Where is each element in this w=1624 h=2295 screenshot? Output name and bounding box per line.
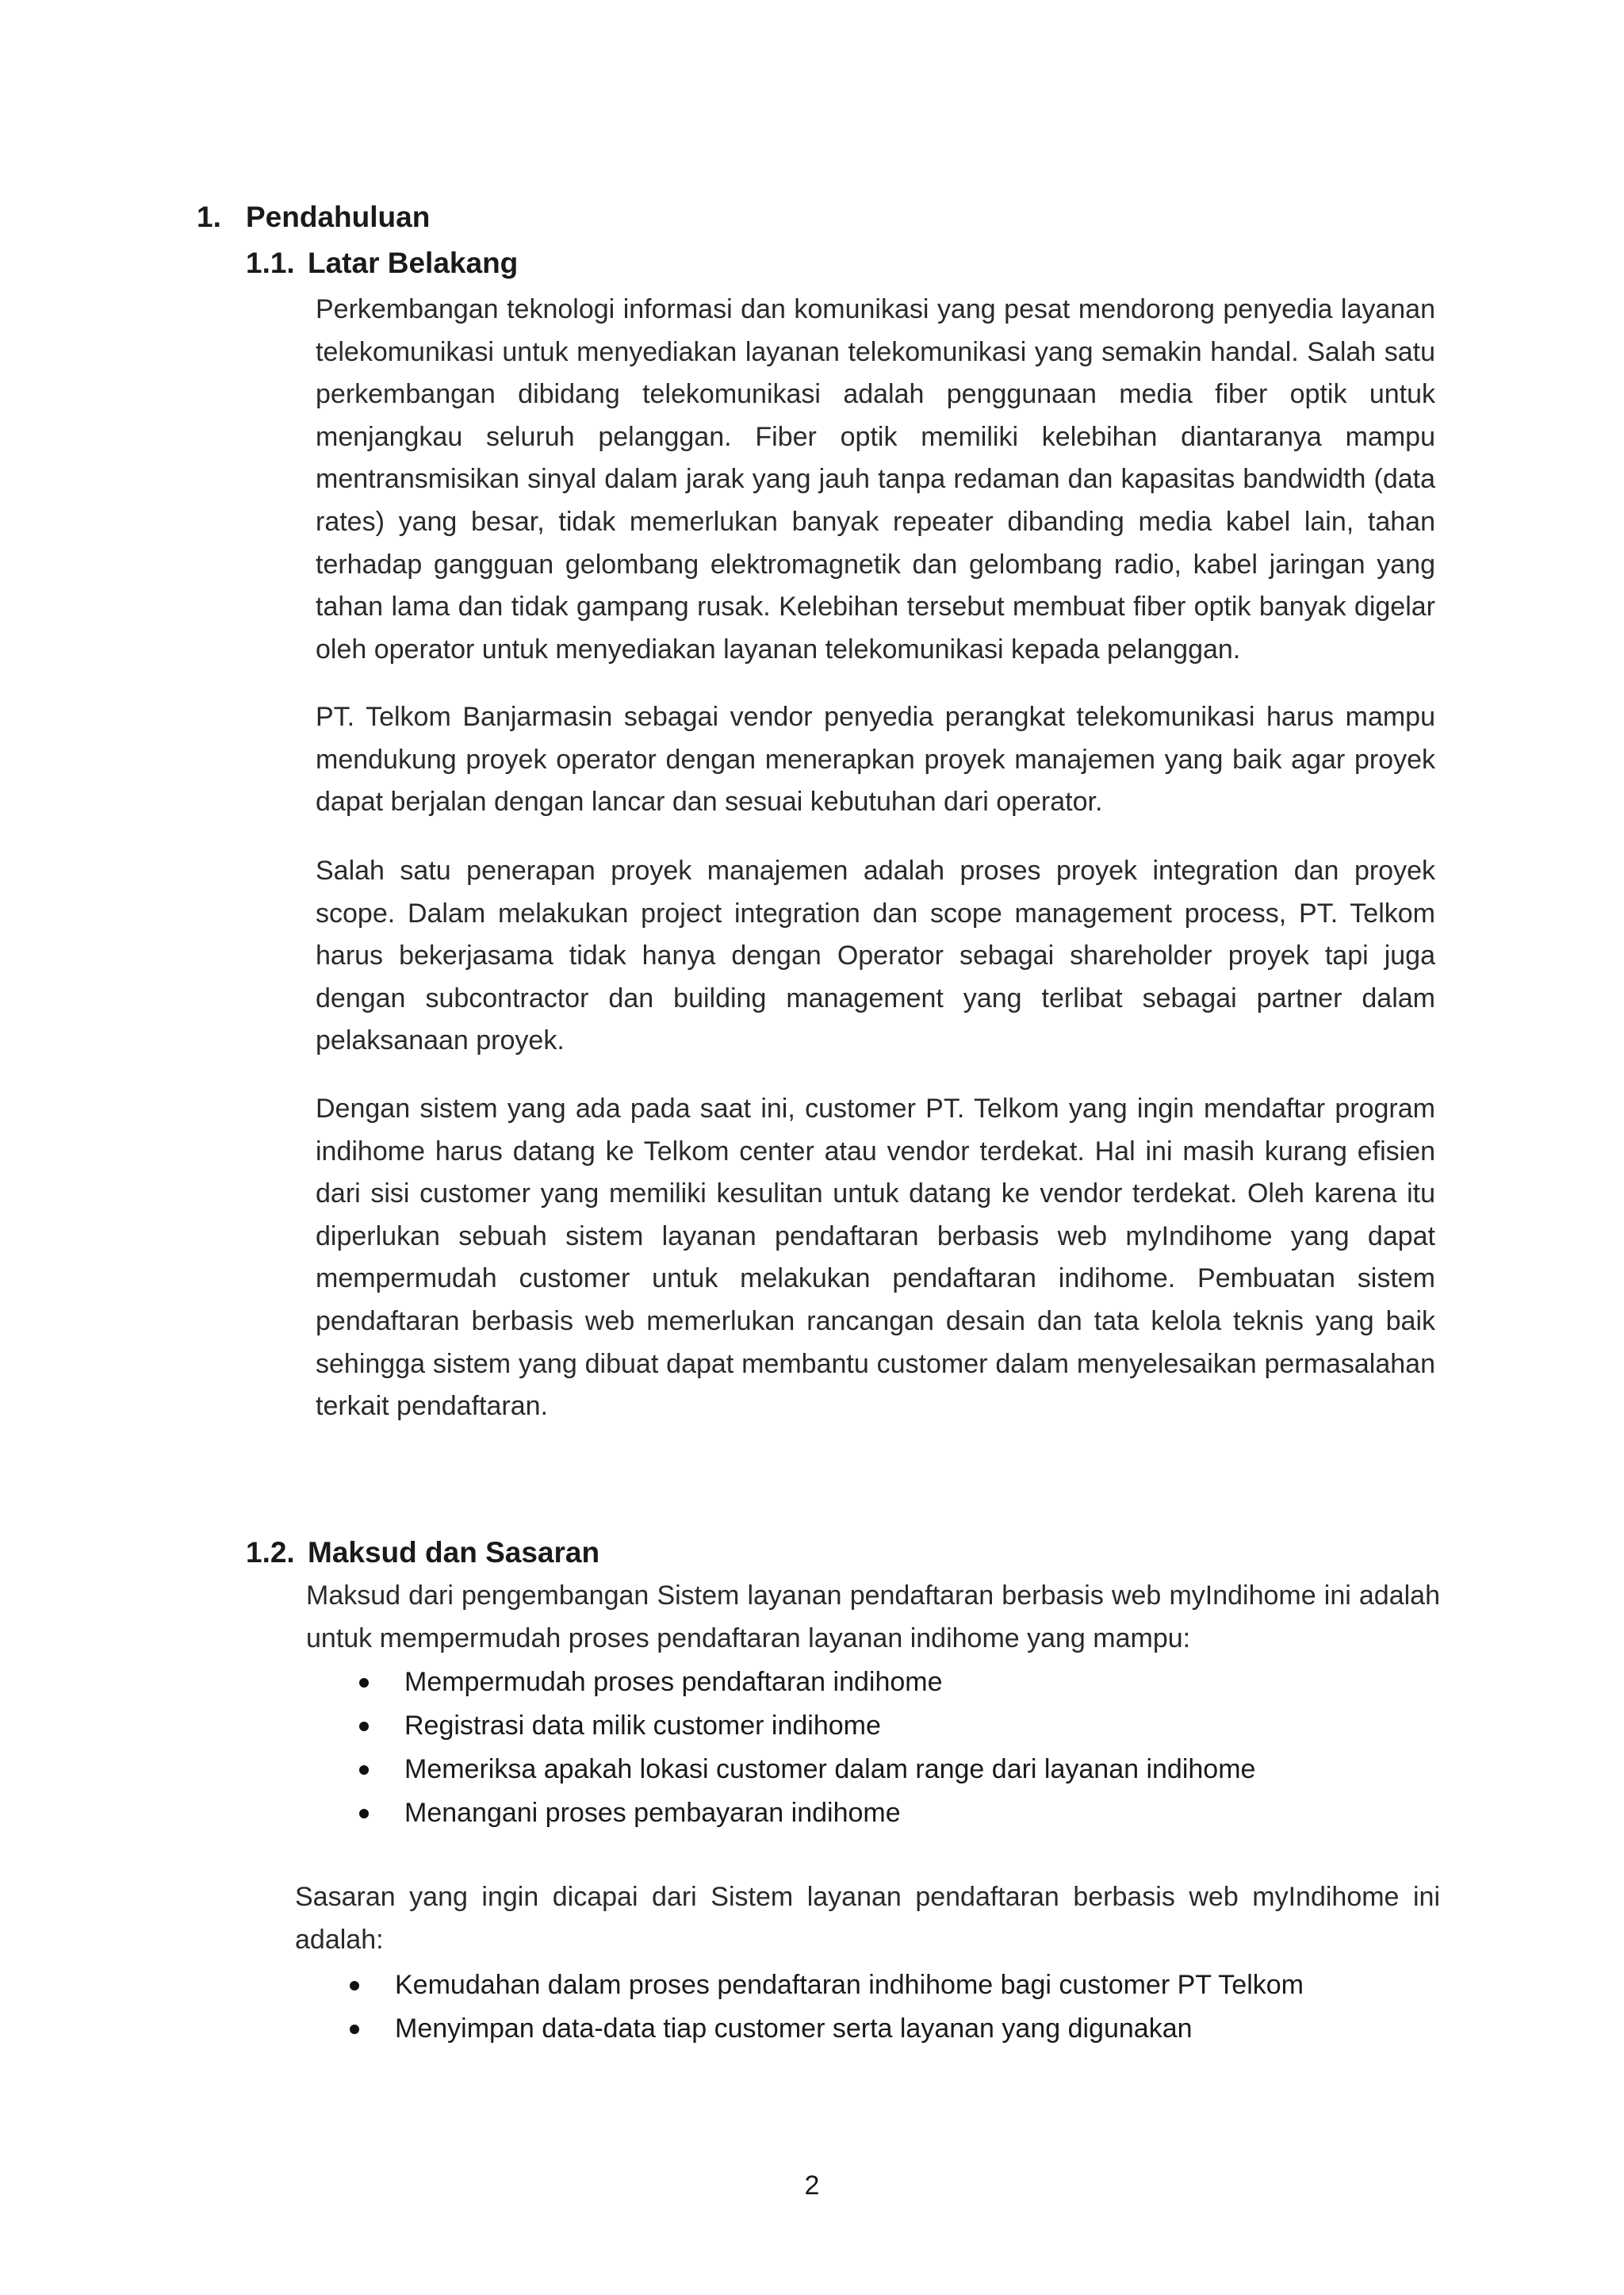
heading-pendahuluan (197, 197, 430, 238)
paragraph-latar-4: Dengan sistem yang ada pada saat ini, customer PT. Telkom yang ingin mendaftar program indihome harus datang ke Telkom center atau vendor terdekat. Hal ini masih kurang efisien dari sisi customer yang memiliki kesulitan untuk datang ke vendor terdekat. Oleh karena itu diperlukan sebuah sistem layanan pendaftaran berbasis web myIndihome yang dapat mempermudah customer untuk melakukan pendaftaran indihome. Pembuatan sistem pendaftaran berbasis web memerlukan rancangan desain dan tata kelola teknis yang baik sehingga sistem yang dibuat dapat membantu customer dalam menyelesaikan permasalahan terkait pendaftaran. (316, 1094, 1435, 1422)
list-item (404, 1748, 1435, 1791)
bullet-icon (359, 1722, 369, 1731)
bullet-icon (359, 1809, 369, 1818)
bullet-icon (350, 2025, 359, 2034)
list-item-text: Memeriksa apakah lokasi customer dalam range dari layanan indihome (404, 1754, 1256, 1784)
bullet-icon (350, 1981, 359, 1990)
section-title: Maksud dan Sasaran (308, 1536, 600, 1569)
paragraph-latar-1: Perkembangan teknologi informasi dan komunikasi yang pesat mendorong penyedia layanan telekomunikasi untuk menyediakan layanan telekomunikasi yang semakin handal. Salah satu perkembangan dibidang telekomunikasi adalah penggunaan media fiber optik untuk menjangkau seluruh pelanggan. Fiber optik memiliki kelebihan diantaranya mampu mentransmisikan sinyal dalam jarak yang jauh tanpa redaman dan kapasitas bandwidth (data rates) yang besar, tidak memerlukan banyak repeater dibanding media kabel lain, tahan terhadap gangguan gelombang elektromagnetik dan gelombang radio, kabel jaringan yang tahan lama dan tidak gampang rusak. Kelebihan tersebut membuat fiber optik banyak digelar oleh operator untuk menyediakan layanan telekomunikasi kepada pelanggan. (316, 294, 1435, 665)
section-number: 1.1. (246, 247, 295, 279)
section-number: 1.2. (246, 1536, 295, 1569)
paragraph-maksud-intro: Maksud dari pengembangan Sistem layanan pendaftaran berbasis web myIndihome ini adalah untuk mempermudah proses pendaftaran layanan indihome yang mampu: (306, 1580, 1440, 1653)
maksud-list (404, 1661, 1435, 1835)
section-title: Latar Belakang (308, 247, 519, 279)
paragraph-latar-2: PT. Telkom Banjarmasin sebagai vendor penyedia perangkat telekomunikasi harus mampu mendukung proyek operator dengan menerapkan proyek manajemen yang baik agar proyek dapat berjalan dengan lancar dan sesuai kebutuhan dari operator. (316, 702, 1435, 818)
list-item-text: Menyimpan data-data tiap customer serta layanan yang digunakan (395, 2013, 1193, 2044)
list-item-text: Mempermudah proses pendaftaran indihome (404, 1667, 943, 1697)
paragraph-latar-3: Salah satu penerapan proyek manajemen adalah proses proyek integration dan proyek scope. Dalam melakukan project integration dan scope management process, PT. Telkom harus bekerjasama tidak hanya dengan Operator sebagai shareholder proyek tapi juga dengan subcontractor dan building management yang terlibat sebagai partner dalam pelaksanaan proyek. (316, 856, 1435, 1056)
bullet-icon (359, 1678, 369, 1688)
list-item (404, 1791, 1435, 1835)
heading-latar-belakang (246, 243, 518, 284)
list-item (404, 1661, 1435, 1704)
list-item-text: Kemudahan dalam proses pendaftaran indhihome bagi customer PT Telkom (395, 1970, 1304, 2000)
list-item (404, 1704, 1435, 1748)
list-item (395, 1964, 1426, 2007)
bullet-icon (359, 1765, 369, 1775)
sasaran-list (395, 1964, 1426, 2051)
list-item (395, 2007, 1426, 2051)
paragraph-sasaran-intro: Sasaran yang ingin dicapai dari Sistem layanan pendaftaran berbasis web myIndihome ini adalah: (295, 1882, 1440, 1955)
heading-title: Pendahuluan (246, 201, 431, 233)
list-item-text: Registrasi data milik customer indihome (404, 1711, 881, 1741)
heading-number: 1. (197, 201, 221, 233)
page-number: 2 (804, 2170, 820, 2201)
heading-maksud-sasaran (246, 1532, 599, 1573)
list-item-text: Menangani proses pembayaran indihome (404, 1798, 901, 1828)
